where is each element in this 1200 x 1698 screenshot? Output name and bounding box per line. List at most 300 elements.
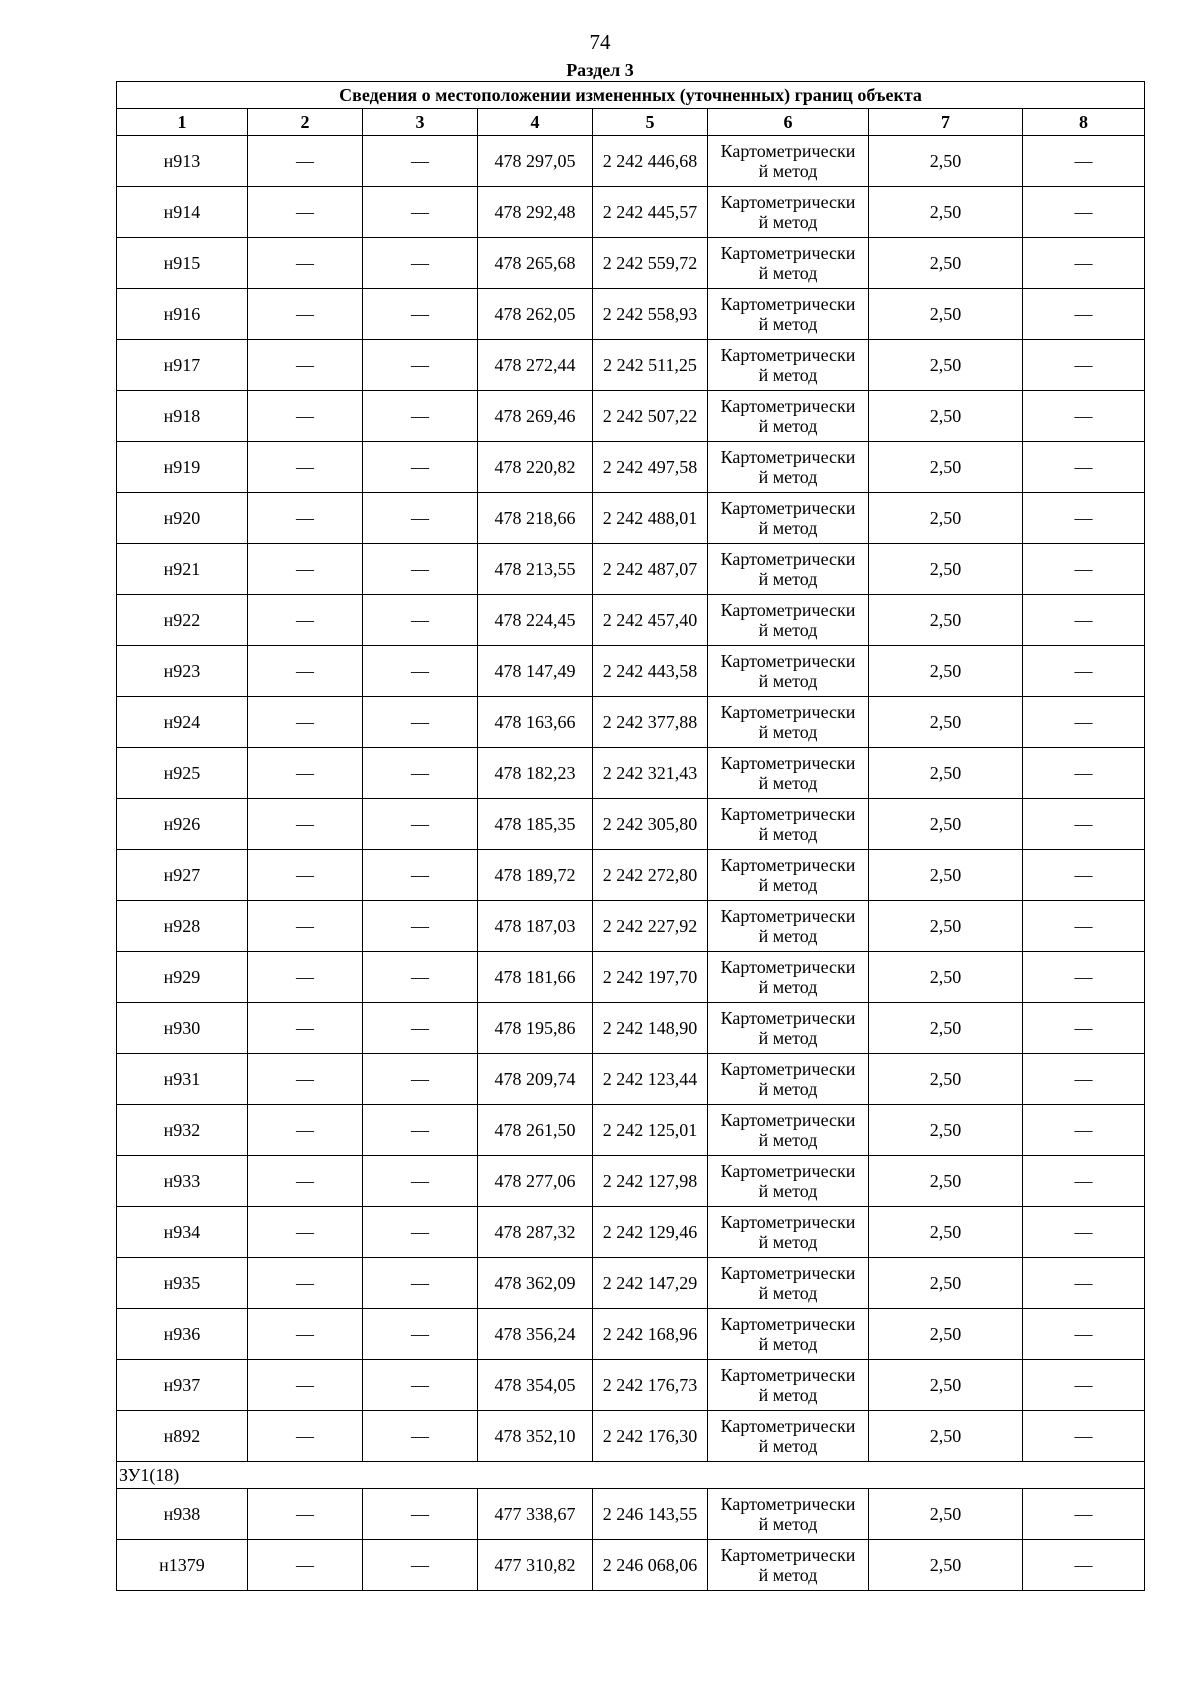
accuracy-cell: 2,50 — [869, 748, 1023, 799]
point-id-cell: н931 — [117, 1054, 248, 1105]
col8-cell: — — [1023, 1411, 1145, 1462]
method-line-1: Картометрически — [720, 1545, 856, 1565]
method-cell — [708, 901, 869, 952]
method-cell — [708, 1003, 869, 1054]
y-coordinate-cell: 2 242 457,40 — [593, 595, 708, 646]
col8-cell: — — [1023, 1360, 1145, 1411]
point-id-cell: н922 — [117, 595, 248, 646]
method-line-2: й метод — [758, 314, 818, 334]
method-line-1: Картометрически — [720, 1110, 856, 1130]
point-id-cell: н916 — [117, 289, 248, 340]
point-id-cell: н919 — [117, 442, 248, 493]
accuracy-cell: 2,50 — [869, 442, 1023, 493]
point-id-cell: н917 — [117, 340, 248, 391]
method-line-1: Картометрически — [720, 1059, 856, 1079]
method-line-2: й метод — [758, 416, 818, 436]
point-id-cell: н920 — [117, 493, 248, 544]
y-coordinate-cell: 2 242 168,96 — [593, 1309, 708, 1360]
method-line-1: Картометрически — [720, 498, 856, 518]
method-cell — [708, 646, 869, 697]
table-row — [117, 1003, 1145, 1054]
x-coordinate-cell: 478 182,23 — [478, 748, 593, 799]
x-coordinate-cell: 478 352,10 — [478, 1411, 593, 1462]
method-cell — [708, 442, 869, 493]
point-id-cell: н918 — [117, 391, 248, 442]
y-coordinate-cell: 2 242 377,88 — [593, 697, 708, 748]
accuracy-cell: 2,50 — [869, 799, 1023, 850]
col2-cell: — — [248, 1309, 363, 1360]
col2-cell: — — [248, 646, 363, 697]
y-coordinate-cell: 2 242 176,30 — [593, 1411, 708, 1462]
x-coordinate-cell: 478 269,46 — [478, 391, 593, 442]
col8-cell: — — [1023, 952, 1145, 1003]
col2-cell: — — [248, 1003, 363, 1054]
method-line-2: й метод — [758, 212, 818, 232]
accuracy-cell: 2,50 — [869, 187, 1023, 238]
point-id-cell: н892 — [117, 1411, 248, 1462]
method-line-2: й метод — [758, 467, 818, 487]
x-coordinate-cell: 478 189,72 — [478, 850, 593, 901]
method-cell — [708, 238, 869, 289]
method-line-2: й метод — [758, 569, 818, 589]
y-coordinate-cell: 2 242 558,93 — [593, 289, 708, 340]
col3-cell: — — [363, 136, 478, 187]
y-coordinate-cell: 2 242 321,43 — [593, 748, 708, 799]
y-coordinate-cell: 2 242 511,25 — [593, 340, 708, 391]
table-row — [117, 1360, 1145, 1411]
method-line-1: Картометрически — [720, 141, 856, 161]
col8-cell: — — [1023, 493, 1145, 544]
accuracy-cell: 2,50 — [869, 544, 1023, 595]
y-coordinate-cell: 2 242 305,80 — [593, 799, 708, 850]
point-id-cell: н936 — [117, 1309, 248, 1360]
y-coordinate-cell: 2 242 443,58 — [593, 646, 708, 697]
table-row — [117, 136, 1145, 187]
y-coordinate-cell: 2 242 488,01 — [593, 493, 708, 544]
table-row — [117, 493, 1145, 544]
y-coordinate-cell: 2 242 197,70 — [593, 952, 708, 1003]
method-cell — [708, 799, 869, 850]
col8-cell: — — [1023, 1003, 1145, 1054]
col3-cell: — — [363, 901, 478, 952]
col2-cell: — — [248, 544, 363, 595]
method-line-1: Картометрически — [720, 1263, 856, 1283]
table-row — [117, 646, 1145, 697]
method-line-1: Картометрически — [720, 294, 856, 314]
method-line-1: Картометрически — [720, 549, 856, 569]
method-cell — [708, 187, 869, 238]
col3-cell: — — [363, 493, 478, 544]
point-id-cell: н934 — [117, 1207, 248, 1258]
col2-cell: — — [248, 1258, 363, 1309]
table-row — [117, 289, 1145, 340]
col8-cell: — — [1023, 442, 1145, 493]
col2-cell: — — [248, 1540, 363, 1591]
method-line-1: Картометрически — [720, 600, 856, 620]
method-line-1: Картометрически — [720, 651, 856, 671]
method-line-2: й метод — [758, 1334, 818, 1354]
col8-cell: — — [1023, 340, 1145, 391]
table-row — [117, 1054, 1145, 1105]
y-coordinate-cell: 2 242 123,44 — [593, 1054, 708, 1105]
col2-cell: — — [248, 1156, 363, 1207]
x-coordinate-cell: 478 277,06 — [478, 1156, 593, 1207]
method-line-2: й метод — [758, 773, 818, 793]
accuracy-cell: 2,50 — [869, 340, 1023, 391]
y-coordinate-cell: 2 242 559,72 — [593, 238, 708, 289]
x-coordinate-cell: 478 209,74 — [478, 1054, 593, 1105]
point-id-cell: н915 — [117, 238, 248, 289]
accuracy-cell: 2,50 — [869, 1207, 1023, 1258]
accuracy-cell: 2,50 — [869, 238, 1023, 289]
col3-cell: — — [363, 697, 478, 748]
section-title: Раздел 3 — [566, 60, 634, 80]
col3-cell: — — [363, 1207, 478, 1258]
method-line-2: й метод — [758, 1232, 818, 1252]
col8-cell: — — [1023, 1489, 1145, 1540]
x-coordinate-cell: 478 147,49 — [478, 646, 593, 697]
col3-cell: — — [363, 850, 478, 901]
group-label: ЗУ1(18) — [117, 1462, 1145, 1489]
col2-cell: — — [248, 391, 363, 442]
col8-cell: — — [1023, 1309, 1145, 1360]
table-row — [117, 442, 1145, 493]
method-line-2: й метод — [758, 1130, 818, 1150]
method-cell — [708, 952, 869, 1003]
method-line-2: й метод — [758, 722, 818, 742]
column-header: 6 — [708, 109, 869, 136]
method-line-1: Картометрически — [720, 1416, 856, 1436]
method-line-1: Картометрически — [720, 1494, 856, 1514]
point-id-cell: н925 — [117, 748, 248, 799]
point-id-cell: н1379 — [117, 1540, 248, 1591]
table-row — [117, 544, 1145, 595]
method-line-1: Картометрически — [720, 753, 856, 773]
method-line-2: й метод — [758, 620, 818, 640]
method-line-1: Картометрически — [720, 345, 856, 365]
x-coordinate-cell: 478 185,35 — [478, 799, 593, 850]
col8-cell: — — [1023, 697, 1145, 748]
column-header: 2 — [248, 109, 363, 136]
y-coordinate-cell: 2 242 125,01 — [593, 1105, 708, 1156]
method-line-1: Картометрически — [720, 702, 856, 722]
col3-cell: — — [363, 1258, 478, 1309]
y-coordinate-cell: 2 242 148,90 — [593, 1003, 708, 1054]
col3-cell: — — [363, 1360, 478, 1411]
table-caption: Сведения о местоположении измененных (уточненных) границ объекта — [117, 82, 1145, 109]
col8-cell: — — [1023, 901, 1145, 952]
method-line-2: й метод — [758, 1079, 818, 1099]
col3-cell: — — [363, 238, 478, 289]
point-id-cell: н932 — [117, 1105, 248, 1156]
table-row — [117, 1309, 1145, 1360]
table-row — [117, 901, 1145, 952]
column-header-row — [117, 109, 1145, 136]
col3-cell: — — [363, 646, 478, 697]
col3-cell: — — [363, 1105, 478, 1156]
col3-cell: — — [363, 391, 478, 442]
x-coordinate-cell: 478 292,48 — [478, 187, 593, 238]
x-coordinate-cell: 478 356,24 — [478, 1309, 593, 1360]
point-id-cell: н924 — [117, 697, 248, 748]
col2-cell: — — [248, 850, 363, 901]
method-line-1: Картометрически — [720, 957, 856, 977]
column-header: 7 — [869, 109, 1023, 136]
method-line-1: Картометрически — [720, 1365, 856, 1385]
col2-cell: — — [248, 238, 363, 289]
method-line-1: Картометрически — [720, 1161, 856, 1181]
y-coordinate-cell: 2 246 143,55 — [593, 1489, 708, 1540]
point-id-cell: н930 — [117, 1003, 248, 1054]
column-header: 1 — [117, 109, 248, 136]
x-coordinate-cell: 478 297,05 — [478, 136, 593, 187]
method-cell — [708, 1360, 869, 1411]
method-cell — [708, 1105, 869, 1156]
point-id-cell: н933 — [117, 1156, 248, 1207]
accuracy-cell: 2,50 — [869, 1411, 1023, 1462]
col3-cell: — — [363, 289, 478, 340]
col2-cell: — — [248, 136, 363, 187]
method-line-2: й метод — [758, 1565, 818, 1585]
col3-cell: — — [363, 799, 478, 850]
table-row — [117, 1105, 1145, 1156]
method-line-2: й метод — [758, 1514, 818, 1534]
accuracy-cell: 2,50 — [869, 136, 1023, 187]
method-cell — [708, 1411, 869, 1462]
col2-cell: — — [248, 340, 363, 391]
point-id-cell: н935 — [117, 1258, 248, 1309]
method-cell — [708, 493, 869, 544]
y-coordinate-cell: 2 242 445,57 — [593, 187, 708, 238]
table-row — [117, 595, 1145, 646]
method-line-1: Картометрически — [720, 192, 856, 212]
point-id-cell: н914 — [117, 187, 248, 238]
point-id-cell: н927 — [117, 850, 248, 901]
col2-cell: — — [248, 901, 363, 952]
y-coordinate-cell: 2 242 176,73 — [593, 1360, 708, 1411]
column-header: 4 — [478, 109, 593, 136]
x-coordinate-cell: 477 338,67 — [478, 1489, 593, 1540]
col2-cell: — — [248, 493, 363, 544]
col8-cell: — — [1023, 1105, 1145, 1156]
method-line-2: й метод — [758, 518, 818, 538]
point-id-cell: н913 — [117, 136, 248, 187]
method-line-1: Картометрически — [720, 906, 856, 926]
method-line-2: й метод — [758, 926, 818, 946]
method-cell — [708, 595, 869, 646]
col3-cell: — — [363, 340, 478, 391]
col8-cell: — — [1023, 1207, 1145, 1258]
method-cell — [708, 1258, 869, 1309]
method-line-2: й метод — [758, 824, 818, 844]
col8-cell: — — [1023, 748, 1145, 799]
col3-cell: — — [363, 544, 478, 595]
col3-cell: — — [363, 1054, 478, 1105]
method-line-1: Картометрически — [720, 1008, 856, 1028]
point-id-cell: н921 — [117, 544, 248, 595]
page-number: 74 — [589, 30, 611, 54]
x-coordinate-cell: 478 362,09 — [478, 1258, 593, 1309]
y-coordinate-cell: 2 246 068,06 — [593, 1540, 708, 1591]
x-coordinate-cell: 478 287,32 — [478, 1207, 593, 1258]
col2-cell: — — [248, 1489, 363, 1540]
col8-cell: — — [1023, 1258, 1145, 1309]
column-header: 5 — [593, 109, 708, 136]
col8-cell: — — [1023, 1540, 1145, 1591]
col3-cell: — — [363, 1309, 478, 1360]
accuracy-cell: 2,50 — [869, 595, 1023, 646]
table-row — [117, 1540, 1145, 1591]
col2-cell: — — [248, 952, 363, 1003]
method-line-1: Картометрически — [720, 855, 856, 875]
method-cell — [708, 391, 869, 442]
y-coordinate-cell: 2 242 507,22 — [593, 391, 708, 442]
accuracy-cell: 2,50 — [869, 289, 1023, 340]
x-coordinate-cell: 478 265,68 — [478, 238, 593, 289]
method-cell — [708, 748, 869, 799]
table-row — [117, 1156, 1145, 1207]
method-line-2: й метод — [758, 1283, 818, 1303]
point-id-cell: н929 — [117, 952, 248, 1003]
table-row — [117, 952, 1145, 1003]
col8-cell: — — [1023, 646, 1145, 697]
col2-cell: — — [248, 1411, 363, 1462]
x-coordinate-cell: 478 224,45 — [478, 595, 593, 646]
col3-cell: — — [363, 1156, 478, 1207]
x-coordinate-cell: 478 163,66 — [478, 697, 593, 748]
method-line-2: й метод — [758, 1028, 818, 1048]
method-line-1: Картометрически — [720, 1212, 856, 1232]
method-cell — [708, 340, 869, 391]
method-cell — [708, 1054, 869, 1105]
method-line-1: Картометрически — [720, 447, 856, 467]
col3-cell: — — [363, 595, 478, 646]
accuracy-cell: 2,50 — [869, 1054, 1023, 1105]
x-coordinate-cell: 478 218,66 — [478, 493, 593, 544]
x-coordinate-cell: 478 272,44 — [478, 340, 593, 391]
x-coordinate-cell: 478 261,50 — [478, 1105, 593, 1156]
col2-cell: — — [248, 442, 363, 493]
col3-cell: — — [363, 952, 478, 1003]
accuracy-cell: 2,50 — [869, 697, 1023, 748]
table-row — [117, 238, 1145, 289]
y-coordinate-cell: 2 242 487,07 — [593, 544, 708, 595]
accuracy-cell: 2,50 — [869, 1258, 1023, 1309]
method-line-2: й метод — [758, 263, 818, 283]
y-coordinate-cell: 2 242 497,58 — [593, 442, 708, 493]
col8-cell: — — [1023, 136, 1145, 187]
point-id-cell: н937 — [117, 1360, 248, 1411]
col2-cell: — — [248, 799, 363, 850]
method-cell — [708, 1207, 869, 1258]
col2-cell: — — [248, 289, 363, 340]
x-coordinate-cell: 478 354,05 — [478, 1360, 593, 1411]
col3-cell: — — [363, 748, 478, 799]
accuracy-cell: 2,50 — [869, 1540, 1023, 1591]
accuracy-cell: 2,50 — [869, 901, 1023, 952]
group-row — [117, 1462, 1145, 1489]
accuracy-cell: 2,50 — [869, 1309, 1023, 1360]
method-line-2: й метод — [758, 977, 818, 997]
column-header: 3 — [363, 109, 478, 136]
col2-cell: — — [248, 1207, 363, 1258]
col2-cell: — — [248, 1360, 363, 1411]
col3-cell: — — [363, 1411, 478, 1462]
method-cell — [708, 136, 869, 187]
accuracy-cell: 2,50 — [869, 391, 1023, 442]
col3-cell: — — [363, 1003, 478, 1054]
table-row — [117, 1207, 1145, 1258]
method-line-2: й метод — [758, 1385, 818, 1405]
col8-cell: — — [1023, 238, 1145, 289]
x-coordinate-cell: 478 187,03 — [478, 901, 593, 952]
col8-cell: — — [1023, 595, 1145, 646]
col8-cell: — — [1023, 1054, 1145, 1105]
col2-cell: — — [248, 595, 363, 646]
x-coordinate-cell: 478 195,86 — [478, 1003, 593, 1054]
x-coordinate-cell: 477 310,82 — [478, 1540, 593, 1591]
x-coordinate-cell: 478 220,82 — [478, 442, 593, 493]
table-row — [117, 697, 1145, 748]
col8-cell: — — [1023, 850, 1145, 901]
col2-cell: — — [248, 1105, 363, 1156]
method-line-2: й метод — [758, 671, 818, 691]
col2-cell: — — [248, 187, 363, 238]
table-row — [117, 799, 1145, 850]
method-cell — [708, 544, 869, 595]
method-line-1: Картометрически — [720, 1314, 856, 1334]
accuracy-cell: 2,50 — [869, 1156, 1023, 1207]
col2-cell: — — [248, 1054, 363, 1105]
y-coordinate-cell: 2 242 272,80 — [593, 850, 708, 901]
x-coordinate-cell: 478 213,55 — [478, 544, 593, 595]
accuracy-cell: 2,50 — [869, 1105, 1023, 1156]
table-caption-row — [117, 82, 1145, 109]
point-id-cell: н938 — [117, 1489, 248, 1540]
accuracy-cell: 2,50 — [869, 1360, 1023, 1411]
table-row — [117, 340, 1145, 391]
col3-cell: — — [363, 1540, 478, 1591]
col8-cell: — — [1023, 799, 1145, 850]
y-coordinate-cell: 2 242 147,29 — [593, 1258, 708, 1309]
point-id-cell: н926 — [117, 799, 248, 850]
method-cell — [708, 1156, 869, 1207]
col3-cell: — — [363, 1489, 478, 1540]
x-coordinate-cell: 478 181,66 — [478, 952, 593, 1003]
col8-cell: — — [1023, 187, 1145, 238]
accuracy-cell: 2,50 — [869, 952, 1023, 1003]
column-header: 8 — [1023, 109, 1145, 136]
col3-cell: — — [363, 442, 478, 493]
accuracy-cell: 2,50 — [869, 646, 1023, 697]
method-cell — [708, 697, 869, 748]
col2-cell: — — [248, 697, 363, 748]
y-coordinate-cell: 2 242 127,98 — [593, 1156, 708, 1207]
table-row — [117, 187, 1145, 238]
col8-cell: — — [1023, 1156, 1145, 1207]
method-line-2: й метод — [758, 365, 818, 385]
method-cell — [708, 1489, 869, 1540]
col8-cell: — — [1023, 391, 1145, 442]
x-coordinate-cell: 478 262,05 — [478, 289, 593, 340]
col3-cell: — — [363, 187, 478, 238]
method-line-2: й метод — [758, 1181, 818, 1201]
method-line-2: й метод — [758, 1436, 818, 1456]
method-line-1: Картометрически — [720, 804, 856, 824]
table-row — [117, 1411, 1145, 1462]
table-row — [117, 391, 1145, 442]
accuracy-cell: 2,50 — [869, 493, 1023, 544]
